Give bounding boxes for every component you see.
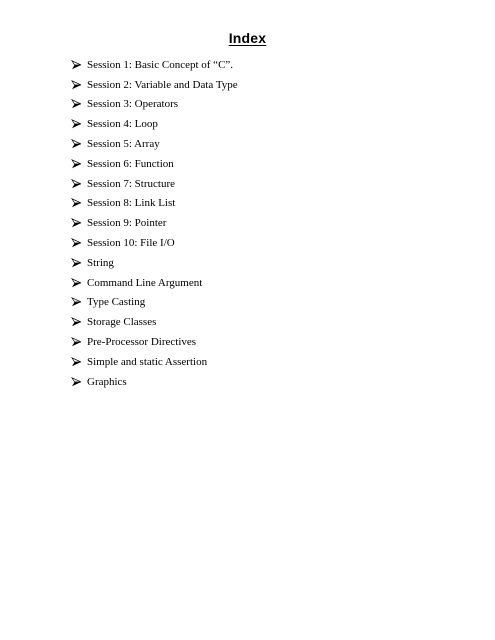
list-item xyxy=(71,75,238,95)
list-item xyxy=(71,154,238,174)
arrowhead-bullet-icon xyxy=(71,60,82,70)
arrowhead-bullet-icon xyxy=(71,377,82,387)
arrowhead-bullet-icon xyxy=(71,198,82,208)
arrowhead-bullet-icon xyxy=(71,119,82,129)
list-item xyxy=(71,213,238,233)
arrowhead-bullet-icon xyxy=(71,337,82,347)
list-item xyxy=(71,293,238,313)
list-item-label: Session 8: Link List xyxy=(87,197,176,210)
arrowhead-bullet-icon xyxy=(71,297,82,307)
arrowhead-bullet-icon xyxy=(71,317,82,327)
list-item-label: String xyxy=(87,256,114,269)
list-item-label: Session 9: Pointer xyxy=(87,217,167,230)
list-item xyxy=(71,352,238,372)
list-item-label: Session 5: Array xyxy=(87,138,160,151)
arrowhead-bullet-icon xyxy=(71,99,82,109)
list-item xyxy=(71,233,238,253)
arrowhead-bullet-icon xyxy=(71,258,82,268)
arrowhead-bullet-icon xyxy=(71,179,82,189)
list-item-label: Session 7: Structure xyxy=(87,177,175,190)
list-item-label: Type Casting xyxy=(87,296,146,309)
arrowhead-bullet-icon xyxy=(71,159,82,169)
list-item xyxy=(71,253,238,273)
list-item xyxy=(71,312,238,332)
list-item-label: Session 6: Function xyxy=(87,157,174,170)
list-item xyxy=(71,55,238,75)
list-item xyxy=(71,174,238,194)
list-item-label: Session 1: Basic Concept of “C”. xyxy=(87,58,234,71)
list-item xyxy=(71,134,238,154)
list-item-label: Graphics xyxy=(87,375,127,388)
arrowhead-bullet-icon xyxy=(71,139,82,149)
list-item-label: Session 4: Loop xyxy=(87,118,158,131)
list-item-label: Command Line Argument xyxy=(87,276,203,289)
list-item-label: Session 3: Operators xyxy=(87,98,179,111)
arrowhead-bullet-icon xyxy=(71,80,82,90)
list-item-label: Storage Classes xyxy=(87,316,157,329)
arrowhead-bullet-icon xyxy=(71,238,82,248)
list-item-label: Simple and static Assertion xyxy=(87,355,208,368)
list-item-label: Session 2: Variable and Data Type xyxy=(87,78,238,91)
list-item xyxy=(71,372,238,392)
list-item xyxy=(71,273,238,293)
list-item xyxy=(71,95,238,115)
index-list xyxy=(71,55,238,392)
page-title: Index xyxy=(228,30,267,46)
list-item-label: Session 10: File I/O xyxy=(87,237,175,250)
list-item xyxy=(71,332,238,352)
arrowhead-bullet-icon xyxy=(71,357,82,367)
arrowhead-bullet-icon xyxy=(71,218,82,228)
arrowhead-bullet-icon xyxy=(71,278,82,288)
list-item xyxy=(71,114,238,134)
list-item-label: Pre-Processor Directives xyxy=(87,336,197,349)
list-item xyxy=(71,194,238,214)
